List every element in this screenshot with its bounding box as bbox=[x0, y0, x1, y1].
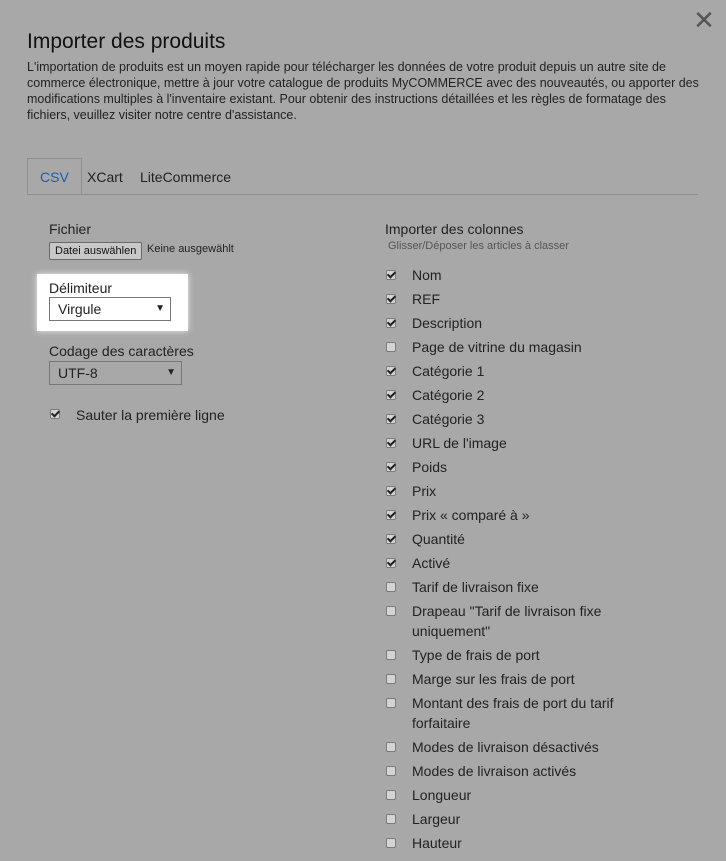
column-label[interactable]: Description bbox=[412, 315, 483, 331]
column-label[interactable]: Activé bbox=[412, 555, 451, 571]
column-label[interactable]: REF bbox=[412, 291, 440, 307]
column-checkbox[interactable] bbox=[386, 766, 396, 776]
column-label[interactable]: Page de vitrine du magasin bbox=[412, 339, 582, 355]
chevron-down-icon: ▼ bbox=[166, 367, 176, 378]
close-icon[interactable]: ✕ bbox=[693, 5, 715, 35]
column-label[interactable]: Catégorie 3 bbox=[412, 411, 485, 427]
column-label[interactable]: Prix bbox=[412, 483, 437, 499]
column-label[interactable]: Marge sur les frais de port bbox=[412, 671, 575, 687]
column-checkbox[interactable] bbox=[386, 366, 396, 376]
delimiter-value: Virgule bbox=[58, 301, 102, 317]
chevron-down-icon: ▼ bbox=[155, 303, 165, 314]
encoding-select[interactable] bbox=[49, 361, 182, 385]
column-checkbox[interactable] bbox=[386, 462, 396, 472]
column-checkbox[interactable] bbox=[386, 790, 396, 800]
column-label[interactable]: Modes de livraison activés bbox=[412, 763, 577, 779]
column-label[interactable]: Modes de livraison désactivés bbox=[412, 739, 599, 755]
column-label[interactable]: Largeur bbox=[412, 811, 461, 827]
tab-csv[interactable]: CSV bbox=[27, 158, 82, 194]
column-checkbox[interactable] bbox=[386, 318, 396, 328]
columns-label: Importer des colonnes bbox=[385, 221, 524, 237]
column-checkbox[interactable] bbox=[386, 270, 396, 280]
column-checkbox[interactable] bbox=[386, 814, 396, 824]
column-checkbox[interactable] bbox=[386, 698, 396, 708]
file-choose-button[interactable]: Datei auswählen bbox=[49, 242, 142, 260]
column-label[interactable]: Drapeau "Tarif de livraison fixe uniquement" bbox=[412, 603, 602, 639]
column-label[interactable]: Type de frais de port bbox=[412, 647, 540, 663]
column-checkbox[interactable] bbox=[386, 558, 396, 568]
column-checkbox[interactable] bbox=[386, 486, 396, 496]
file-status: Keine ausgewählt bbox=[147, 243, 234, 255]
column-label[interactable]: Catégorie 1 bbox=[412, 363, 485, 379]
skip-first-line-checkbox[interactable] bbox=[50, 409, 60, 419]
column-checkbox[interactable] bbox=[386, 650, 396, 660]
column-label[interactable]: Hauteur bbox=[412, 835, 462, 851]
column-checkbox[interactable] bbox=[386, 438, 396, 448]
tab-litecommerce[interactable]: LiteCommerce bbox=[140, 169, 232, 185]
file-label: Fichier bbox=[49, 221, 92, 237]
encoding-label: Codage des caractères bbox=[49, 343, 194, 359]
column-checkbox[interactable] bbox=[386, 510, 396, 520]
columns-hint: Glisser/Déposer les articles à classer bbox=[388, 240, 569, 252]
column-label[interactable]: Nom bbox=[412, 267, 442, 283]
column-label[interactable]: Poids bbox=[412, 459, 448, 475]
column-checkbox[interactable] bbox=[386, 390, 396, 400]
column-checkbox[interactable] bbox=[386, 674, 396, 684]
column-label[interactable]: Tarif de livraison fixe bbox=[412, 579, 539, 595]
delimiter-label: Délimiteur bbox=[49, 280, 113, 296]
column-label[interactable]: Prix « comparé à » bbox=[412, 507, 530, 523]
encoding-value: UTF-8 bbox=[58, 365, 98, 381]
column-label[interactable]: URL de l'image bbox=[412, 435, 507, 451]
column-checkbox[interactable] bbox=[386, 414, 396, 424]
column-checkbox[interactable] bbox=[386, 534, 396, 544]
tab-bar bbox=[27, 158, 698, 195]
column-label[interactable]: Quantité bbox=[412, 531, 465, 547]
delimiter-select[interactable] bbox=[49, 297, 171, 321]
column-checkbox[interactable] bbox=[386, 294, 396, 304]
column-checkbox[interactable] bbox=[386, 582, 396, 592]
column-label[interactable]: Longueur bbox=[412, 787, 472, 803]
skip-first-line-label: Sauter la première ligne bbox=[76, 407, 225, 423]
dialog-title: Importer des produits bbox=[27, 30, 226, 53]
column-checkbox[interactable] bbox=[386, 606, 396, 616]
column-checkbox[interactable] bbox=[386, 838, 396, 848]
column-checkbox[interactable] bbox=[386, 742, 396, 752]
column-label[interactable]: Montant des frais de port du tarif forfaitaire bbox=[412, 695, 614, 731]
csv-panel bbox=[27, 195, 698, 861]
dialog-intro: L'importation de produits est un moyen rapide pour télécharger les données de votre produit depuis un autre site de commerce électronique, mettre à jour votre catalogue de produits MyCOMMERCE avec des nouveautés, ou apporter des modifications multiples à l'inventaire existant. Pour obtenir des instructions détaillées et les règles de formatage des fichiers, veuillez visiter notre centre d'assistance. bbox=[27, 60, 699, 122]
column-label[interactable]: Catégorie 2 bbox=[412, 387, 485, 403]
column-checkbox[interactable] bbox=[386, 342, 396, 352]
tab-xcart[interactable]: XCart bbox=[87, 169, 123, 185]
